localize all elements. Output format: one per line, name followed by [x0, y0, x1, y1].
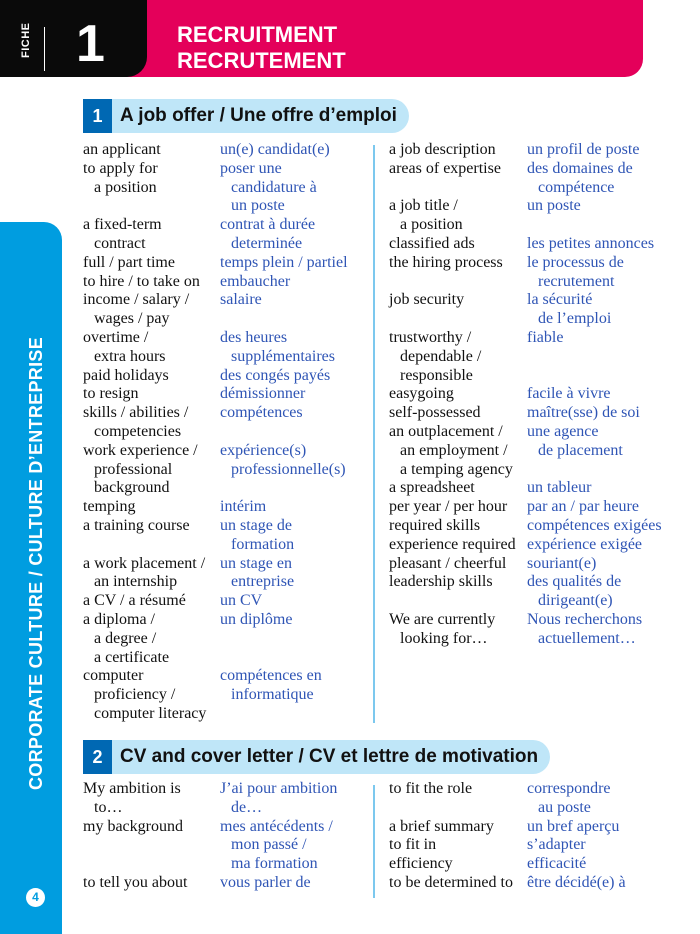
english-term — [83, 555, 205, 593]
term-line: les petites annonces — [527, 234, 655, 252]
term-line: looking for… — [400, 629, 488, 647]
fiche-number: 1 — [76, 15, 105, 73]
glossary-entry — [83, 385, 373, 404]
english-term — [389, 874, 513, 893]
term-line: de l’emploi — [538, 310, 612, 328]
term-line: compétence — [538, 178, 615, 196]
glossary-entry — [83, 291, 373, 329]
term-line: au poste — [538, 798, 591, 816]
term-line: de… — [231, 798, 263, 816]
title-french: RECRUTEMENT — [177, 48, 346, 73]
english-term — [389, 291, 464, 329]
term-line: la sécurité — [527, 291, 593, 309]
term-line: embaucher — [220, 272, 291, 290]
term-line: facile à vivre — [527, 385, 611, 403]
term-line: to… — [94, 798, 123, 816]
english-term — [389, 160, 501, 198]
page-title — [177, 22, 346, 74]
term-line: un poste — [231, 197, 285, 215]
term-line: a job description — [389, 141, 496, 158]
english-term — [389, 141, 496, 160]
glossary-entry — [389, 536, 689, 555]
term-line: dependable / — [400, 347, 482, 365]
glossary-entry — [389, 404, 689, 423]
term-line: expérience(s) — [220, 441, 307, 459]
term-line: temping — [83, 498, 136, 516]
term-line: classified ads — [389, 234, 475, 252]
french-translation — [220, 780, 337, 818]
english-term — [389, 517, 480, 536]
glossary-entry — [83, 367, 373, 386]
glossary-entry — [83, 517, 373, 555]
term-line: fiable — [527, 328, 564, 346]
english-term — [83, 273, 200, 292]
term-line: background — [94, 479, 170, 497]
glossary-entry — [83, 141, 373, 160]
term-line: compétences exigées — [527, 516, 662, 534]
term-line: wages / pay — [94, 310, 170, 328]
term-line: contrat à durée — [220, 216, 316, 234]
term-line: candidature à — [231, 178, 317, 196]
term-line: a diploma / — [83, 610, 155, 628]
glossary-entry — [389, 254, 689, 292]
term-line: temps plein / partiel — [220, 253, 348, 271]
section-1-right-column — [389, 141, 689, 649]
glossary-entry — [389, 874, 689, 893]
english-term — [83, 498, 135, 517]
term-line: easygoing — [389, 385, 454, 403]
term-line: correspondre — [527, 780, 611, 797]
french-translation — [220, 611, 292, 630]
term-line: per year / per hour — [389, 498, 508, 516]
page-number: 4 — [26, 888, 45, 907]
french-translation — [220, 141, 330, 160]
term-line: supplémentaires — [231, 347, 335, 365]
term-line: to apply for — [83, 159, 158, 177]
french-translation — [527, 404, 640, 423]
term-line: des domaines de — [527, 159, 633, 177]
french-translation — [220, 385, 305, 404]
glossary-entry — [83, 329, 373, 367]
section-2-right-column — [389, 780, 689, 893]
english-term — [389, 385, 454, 404]
term-line: a job title / — [389, 197, 458, 215]
french-translation — [527, 160, 633, 198]
term-line: un CV — [220, 592, 263, 610]
glossary-entry — [389, 291, 689, 329]
french-translation — [527, 385, 611, 404]
term-line: dirigeant(e) — [538, 592, 613, 610]
english-term — [389, 836, 436, 855]
glossary-entry — [389, 836, 689, 855]
term-line: compétences en — [220, 667, 322, 685]
term-line: a work placement / — [83, 554, 206, 572]
french-translation — [220, 329, 335, 367]
glossary-entry — [83, 498, 373, 517]
term-line: overtime / — [83, 328, 149, 346]
english-term — [83, 367, 169, 386]
french-translation — [527, 197, 581, 216]
term-line: un stage en — [220, 554, 292, 572]
term-line: souriant(e) — [527, 554, 597, 572]
french-translation — [527, 555, 596, 574]
english-term — [389, 555, 506, 574]
term-line: un profil de poste — [527, 141, 640, 158]
french-translation — [220, 592, 262, 611]
term-line: a CV / a résumé — [83, 592, 186, 610]
term-line: We are currently — [389, 610, 496, 628]
term-line: une agence — [527, 422, 599, 440]
term-line: des heures — [220, 328, 288, 346]
english-term — [389, 573, 493, 611]
glossary-entry — [83, 818, 373, 874]
section-1-header — [83, 99, 409, 133]
term-line: trustworthy / — [389, 328, 472, 346]
english-term — [389, 197, 463, 235]
term-line: mes antécédents / — [220, 817, 333, 835]
english-term — [83, 818, 183, 874]
term-line: a degree / — [94, 629, 157, 647]
term-line: a fixed-term — [83, 216, 162, 234]
french-translation — [220, 216, 315, 254]
term-line: par an / par heure — [527, 498, 639, 516]
sidebar-label: CORPORATE CULTURE / CULTURE D’ENTREPRISE — [26, 336, 46, 790]
french-translation — [527, 498, 639, 517]
term-line: self-possessed — [389, 404, 481, 422]
term-line: a spreadsheet — [389, 479, 475, 497]
term-line: actuellement… — [538, 629, 636, 647]
term-line: intérim — [220, 498, 267, 516]
french-translation — [220, 498, 266, 517]
french-translation — [220, 291, 262, 310]
glossary-entry — [83, 273, 373, 292]
term-line: un diplôme — [220, 610, 293, 628]
english-term — [389, 404, 481, 423]
english-term — [389, 780, 472, 818]
term-line: job security — [389, 291, 465, 309]
french-translation — [527, 254, 624, 292]
term-line: My ambition is — [83, 780, 181, 797]
glossary-entry — [83, 667, 373, 723]
term-line: a training course — [83, 516, 190, 534]
term-line: the hiring process — [389, 253, 503, 271]
term-line: to hire / to take on — [83, 272, 200, 290]
term-line: a position — [94, 178, 157, 196]
french-translation — [220, 442, 346, 480]
term-line: vous parler de — [220, 873, 311, 891]
glossary-entry — [389, 235, 689, 254]
english-term — [389, 479, 475, 498]
term-line: être décidé(e) à — [527, 873, 626, 891]
glossary-entry — [83, 874, 373, 893]
french-translation — [527, 235, 654, 254]
french-translation — [527, 611, 642, 649]
glossary-entry — [83, 254, 373, 273]
term-line: efficacité — [527, 855, 587, 873]
french-translation — [220, 555, 294, 593]
glossary-entry — [389, 479, 689, 498]
term-line: efficiency — [389, 855, 453, 873]
french-translation — [527, 329, 563, 348]
term-line: paid holidays — [83, 366, 169, 384]
term-line: an employment / — [400, 441, 508, 459]
glossary-entry — [83, 160, 373, 216]
term-line: formation — [231, 535, 295, 553]
glossary-entry — [83, 555, 373, 593]
glossary-entry — [389, 555, 689, 574]
section-number: 2 — [83, 740, 112, 774]
term-line: pleasant / cheerful — [389, 554, 507, 572]
term-line: to fit the role — [389, 780, 473, 797]
fiche-divider — [44, 27, 45, 71]
english-term — [389, 423, 513, 479]
french-translation — [527, 479, 591, 498]
english-term — [83, 611, 169, 667]
term-line: experience required — [389, 535, 516, 553]
term-line: contract — [94, 234, 146, 252]
french-translation — [527, 855, 586, 874]
term-line: responsible — [400, 366, 473, 384]
term-line: professionnelle(s) — [231, 460, 346, 478]
french-translation — [527, 818, 619, 837]
term-line: un poste — [527, 197, 581, 215]
term-line: informatique — [231, 686, 314, 704]
section-2-left-column — [83, 780, 373, 893]
english-term — [389, 498, 507, 517]
fiche-badge — [0, 0, 147, 77]
term-line: ma formation — [231, 855, 318, 873]
english-term — [83, 385, 139, 404]
french-translation — [220, 818, 333, 874]
french-translation — [527, 573, 621, 611]
term-line: skills / abilities / — [83, 404, 189, 422]
term-line: to be determined to — [389, 873, 513, 891]
glossary-entry — [389, 423, 689, 479]
english-term — [83, 329, 166, 367]
term-line: salaire — [220, 291, 262, 309]
term-line: an applicant — [83, 141, 161, 158]
english-term — [83, 254, 175, 273]
term-line: to fit in — [389, 836, 437, 854]
term-line: un bref aperçu — [527, 817, 620, 835]
glossary-entry — [389, 573, 689, 611]
term-line: required skills — [389, 516, 481, 534]
glossary-entry — [389, 329, 689, 385]
glossary-entry — [389, 385, 689, 404]
english-term — [389, 611, 495, 649]
glossary-entry — [83, 611, 373, 667]
section-number: 1 — [83, 99, 112, 133]
glossary-entry — [389, 818, 689, 837]
english-term — [83, 291, 189, 329]
glossary-entry — [389, 197, 689, 235]
term-line: expérience exigée — [527, 535, 643, 553]
glossary-entry — [83, 404, 373, 442]
term-line: competencies — [94, 422, 182, 440]
glossary-entry — [83, 780, 373, 818]
term-line: work experience / — [83, 441, 198, 459]
glossary-entry — [389, 855, 689, 874]
english-term — [389, 254, 503, 292]
english-term — [83, 442, 198, 498]
term-line: proficiency / — [94, 686, 176, 704]
glossary-entry — [389, 498, 689, 517]
section-title: A job offer / Une offre d’emploi — [120, 105, 397, 126]
french-translation — [527, 141, 639, 160]
term-line: Nous recherchons — [527, 610, 643, 628]
term-line: full / part time — [83, 253, 175, 271]
french-translation — [527, 780, 611, 818]
french-translation — [220, 667, 322, 705]
term-line: a temping agency — [400, 460, 513, 478]
term-line: an outplacement / — [389, 422, 503, 440]
french-translation — [527, 291, 611, 329]
glossary-entry — [83, 216, 373, 254]
english-term — [83, 160, 158, 216]
french-translation — [220, 874, 311, 893]
english-term — [83, 874, 187, 893]
french-translation — [220, 367, 330, 386]
english-term — [83, 667, 206, 723]
term-line: démissionner — [220, 385, 306, 403]
term-line: de placement — [538, 441, 623, 459]
term-line: income / salary / — [83, 291, 190, 309]
glossary-entry — [389, 160, 689, 198]
english-term — [389, 855, 453, 874]
term-line: areas of expertise — [389, 159, 501, 177]
glossary-entry — [389, 141, 689, 160]
term-line: a brief summary — [389, 817, 494, 835]
glossary-entry — [389, 780, 689, 818]
column-divider — [373, 145, 375, 723]
term-line: determinée — [231, 234, 303, 252]
term-line: un stage de — [220, 516, 292, 534]
term-line: J’ai pour ambition — [220, 780, 338, 797]
term-line: to resign — [83, 385, 139, 403]
term-line: un tableur — [527, 479, 592, 497]
term-line: leadership skills — [389, 573, 493, 591]
term-line: des congés payés — [220, 366, 331, 384]
french-translation — [220, 404, 303, 423]
term-line: entreprise — [231, 573, 295, 591]
glossary-entry — [83, 592, 373, 611]
term-line: an internship — [94, 573, 178, 591]
term-line: computer — [83, 667, 144, 685]
glossary-entry — [389, 517, 689, 536]
term-line: professional — [94, 460, 173, 478]
english-term — [83, 404, 188, 442]
french-translation — [527, 836, 586, 855]
term-line: compétences — [220, 404, 303, 422]
column-divider — [373, 785, 375, 898]
term-line: maître(sse) de soi — [527, 404, 640, 422]
term-line: computer literacy — [94, 704, 207, 722]
french-translation — [220, 254, 348, 273]
english-term — [389, 536, 516, 555]
term-line: a certificate — [94, 648, 170, 666]
term-line: to tell you about — [83, 873, 188, 891]
term-line: des qualités de — [527, 573, 622, 591]
term-line: s’adapter — [527, 836, 586, 854]
english-term — [83, 141, 161, 160]
term-line: recrutement — [538, 272, 615, 290]
english-term — [83, 780, 181, 818]
french-translation — [220, 517, 294, 555]
english-term — [83, 592, 186, 611]
french-translation — [220, 273, 290, 292]
french-translation — [527, 423, 623, 461]
section-1-left-column — [83, 141, 373, 724]
term-line: extra hours — [94, 347, 166, 365]
title-english: RECRUITMENT — [177, 22, 338, 47]
term-line: poser une — [220, 159, 282, 177]
english-term — [389, 818, 494, 837]
term-line: mon passé / — [231, 836, 307, 854]
english-term — [389, 235, 475, 254]
english-term — [389, 329, 481, 385]
french-translation — [527, 536, 642, 555]
english-term — [83, 517, 190, 555]
section-title: CV and cover letter / CV et lettre de motivation — [120, 746, 539, 767]
french-translation — [527, 874, 626, 893]
fiche-label: FICHE — [20, 22, 32, 58]
term-line: le processus de — [527, 253, 624, 271]
french-translation — [527, 517, 662, 536]
glossary-entry — [389, 611, 689, 649]
term-line: a position — [400, 216, 463, 234]
term-line: my background — [83, 817, 183, 835]
english-term — [83, 216, 162, 254]
french-translation — [220, 160, 317, 216]
section-2-header — [83, 740, 550, 774]
term-line: un(e) candidat(e) — [220, 141, 330, 158]
glossary-entry — [83, 442, 373, 498]
